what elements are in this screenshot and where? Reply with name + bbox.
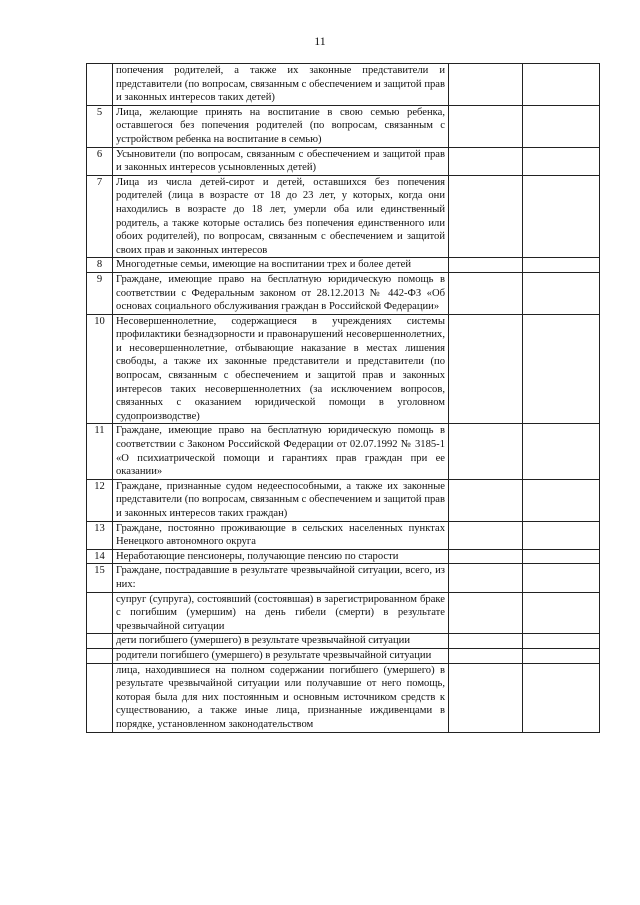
row-description: Граждане, пострадавшие в результате чрезвычайной ситуации, всего, из них:	[113, 564, 449, 592]
table-row	[87, 258, 600, 273]
empty-cell	[449, 592, 523, 634]
empty-cell	[449, 663, 523, 732]
empty-cell	[449, 634, 523, 649]
row-number: 6	[87, 147, 113, 175]
row-number: 7	[87, 175, 113, 258]
row-description: Граждане, имеющие право на бесплатную юридическую помощь в соответствии с Законом Российской Федерации от 02.07.1992 № 3185-1 «О психиатрической помощи и гарантиях прав граждан при ее оказании»	[113, 424, 449, 479]
empty-cell	[449, 64, 523, 106]
empty-cell	[449, 175, 523, 258]
row-description: Лица из числа детей-сирот и детей, оставшихся без попечения родителей (лица в возрасте от 18 до 23 лет, у которых, когда они находились в возрасте до 18 лет, умерли оба или единственный родитель, а также которые остались без попечения единственного или обоих родителей), по вопросам, связанным с обеспечением и защитой своих прав и законных интересов	[113, 175, 449, 258]
row-number: 12	[87, 479, 113, 521]
empty-cell	[523, 258, 600, 273]
empty-cell	[523, 64, 600, 106]
empty-cell	[523, 314, 600, 424]
empty-cell	[523, 147, 600, 175]
row-description: Многодетные семьи, имеющие на воспитании трех и более детей	[113, 258, 449, 273]
table-row	[87, 175, 600, 258]
row-number	[87, 634, 113, 649]
page-number: 11	[314, 34, 326, 48]
row-description: супруг (супруга), состоявший (состоявшая) в зарегистрированном браке с погибшим (умершим) на день гибели (смерти) в результате чрезвычайной ситуации	[113, 592, 449, 634]
empty-cell	[523, 549, 600, 564]
table-row	[87, 592, 600, 634]
empty-cell	[449, 314, 523, 424]
table-row	[87, 424, 600, 479]
empty-cell	[449, 521, 523, 549]
empty-cell	[449, 258, 523, 273]
row-number: 13	[87, 521, 113, 549]
row-description: Граждане, постоянно проживающие в сельских населенных пунктах Ненецкого автономного округа	[113, 521, 449, 549]
table-row	[87, 634, 600, 649]
empty-cell	[449, 479, 523, 521]
row-number: 15	[87, 564, 113, 592]
row-number: 14	[87, 549, 113, 564]
row-number: 9	[87, 272, 113, 314]
table-row	[87, 314, 600, 424]
row-description: Граждане, имеющие право на бесплатную юридическую помощь в соответствии с Федеральным законом от 28.12.2013 № 442-ФЗ «Об основах социального обслуживания граждан в Российской Федерации»	[113, 272, 449, 314]
empty-cell	[449, 105, 523, 147]
table-row	[87, 147, 600, 175]
row-description: Лица, желающие принять на воспитание в свою семью ребенка, оставшегося без попечения родителей (по вопросам, связанным с устройством ребенка на воспитание в семью)	[113, 105, 449, 147]
beneficiary-table	[86, 63, 600, 733]
table-row	[87, 648, 600, 663]
row-number	[87, 648, 113, 663]
empty-cell	[523, 175, 600, 258]
row-number	[87, 592, 113, 634]
table-row	[87, 549, 600, 564]
row-number	[87, 64, 113, 106]
row-description: родители погибшего (умершего) в результате чрезвычайной ситуации	[113, 648, 449, 663]
empty-cell	[449, 564, 523, 592]
row-description: дети погибшего (умершего) в результате чрезвычайной ситуации	[113, 634, 449, 649]
row-description: попечения родителей, а также их законные представители и представители (по вопросам, связанным с обеспечением и защитой прав и законных интересов таких детей)	[113, 64, 449, 106]
table-row	[87, 105, 600, 147]
row-number: 5	[87, 105, 113, 147]
row-description: Несовершеннолетние, содержащиеся в учреждениях системы профилактики безнадзорности и правонарушений несовершеннолетних, и несовершеннолетние, отбывающие наказание в местах лишения свободы, а также их законные представители и представители (по вопросам, связанным с обеспечением и защитой прав и законных интересов таких несовершеннолетних (за исключением вопросов, связанных с оказанием юридической помощи в уголовном судопроизводстве)	[113, 314, 449, 424]
row-number	[87, 663, 113, 732]
empty-cell	[523, 479, 600, 521]
empty-cell	[449, 424, 523, 479]
empty-cell	[523, 521, 600, 549]
row-number: 11	[87, 424, 113, 479]
empty-cell	[449, 272, 523, 314]
row-number: 10	[87, 314, 113, 424]
empty-cell	[523, 663, 600, 732]
empty-cell	[523, 424, 600, 479]
row-description: лица, находившиеся на полном содержании погибшего (умершего) в результате чрезвычайной ситуации или получавшие от него помощь, которая была для них постоянным и основным источником средств к существованию, а также иные лица, признанные иждивенцами в порядке, установленном законодательством	[113, 663, 449, 732]
row-number: 8	[87, 258, 113, 273]
empty-cell	[523, 105, 600, 147]
table-row	[87, 272, 600, 314]
table-row	[87, 479, 600, 521]
row-description: Граждане, признанные судом недееспособными, а также их законные представители (по вопросам, связанным с обеспечением и защитой прав и законных интересов таких граждан)	[113, 479, 449, 521]
empty-cell	[523, 592, 600, 634]
table-row	[87, 663, 600, 732]
row-description: Усыновители (по вопросам, связанным с обеспечением и защитой прав и законных интересов усыновленных детей)	[113, 147, 449, 175]
empty-cell	[449, 648, 523, 663]
table-row	[87, 564, 600, 592]
empty-cell	[523, 564, 600, 592]
row-description: Неработающие пенсионеры, получающие пенсию по старости	[113, 549, 449, 564]
table-row	[87, 521, 600, 549]
empty-cell	[523, 648, 600, 663]
empty-cell	[449, 147, 523, 175]
empty-cell	[523, 634, 600, 649]
table-row	[87, 64, 600, 106]
empty-cell	[523, 272, 600, 314]
empty-cell	[449, 549, 523, 564]
